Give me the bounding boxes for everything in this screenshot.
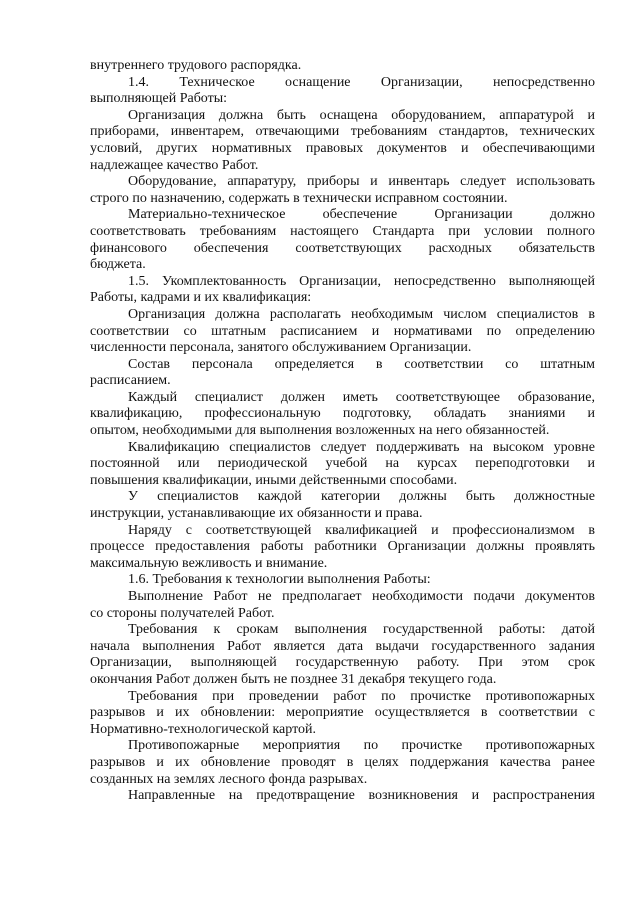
text-line: соответствовать требованиям настоящего Стандарта при условии полного [90,223,595,239]
text-line: соответствии со штатным расписанием и нормативами по определению [90,323,595,339]
text-line: расписанием. [90,373,171,389]
text-line: Квалификацию специалистов следует поддерживать на высоком уровне [128,439,595,455]
text-line: разрывов и их обновлении: мероприятие осуществляется в соответствии с [90,705,595,721]
text-line: Состав персонала определяется в соответствии со штатным [128,356,595,372]
text-line: максимальную вежливость и внимание. [90,555,328,571]
text-line: строго по назначению, содержать в технически исправном состоянии. [90,190,508,206]
text-line: процессе предоставления работы работники Организации должны проявлять [90,539,595,555]
text-line: численности персонала, занятого обслуживанием Организации. [90,340,472,356]
text-line: квалификацию, профессиональную подготовку, обладать знаниями и [90,406,595,422]
text-line: Организация должна быть оснащена оборудованием, аппаратурой и [128,107,595,123]
text-line: Направленные на предотвращение возникновения и распространения [128,788,595,804]
text-line: опытом, необходимыми для выполнения возложенных на него обязанностей. [90,423,550,439]
text-line: Требования при проведении работ по прочистке противопожарных [128,688,595,704]
text-line: 1.4. Техническое оснащение Организации, непосредственно [128,74,595,90]
text-line: Выполнение Работ не предполагает необходимости подачи документов [128,589,595,604]
text-line: начала выполнения Работ является дата выдачи государственного задания [90,638,595,654]
text-line: 1.6. Требования к технологии выполнения Работы: [128,572,431,588]
text-line: постоянной или периодической учебой на курсах переподготовки и [90,456,595,472]
text-line: Каждый специалист должен иметь соответствующее образование, [128,389,595,405]
text-line: разрывов и их обновление проводят в целях поддержания качества ранее [90,754,595,770]
text-line: со стороны получателей Работ. [90,605,275,621]
text-line: повышения квалификации, иными действенными способами. [90,472,458,488]
text-line: условий, других нормативных правовых документов и обеспечивающими [90,140,595,156]
text-line: Требования к срокам выполнения государственной работы: датой [128,622,595,638]
text-line: Материально-техническое обеспечение Организации должно [128,207,595,223]
text-line: Работы, кадрами и их квалификация: [90,290,312,306]
text-line: приборами, инвентарем, отвечающими требованиям стандартов, технических [90,124,595,140]
text-line: внутреннего трудового распорядка. [90,58,302,73]
text-line: бюджета. [90,257,146,273]
text-line: Нормативно-технологической картой. [90,721,317,737]
text-line: Организации, выполняющей государственную работу. При этом срок [90,655,595,671]
document-text-body [90,58,595,805]
text-line: выполняющей Работы: [90,91,228,107]
text-line: 1.5. Укомплектованность Организации, непосредственно выполняющей [128,273,595,289]
text-line: инструкции, устанавливающие их обязанности и права. [90,506,423,522]
text-line: Организация должна располагать необходимым числом специалистов в [128,306,595,322]
text-line: Наряду с соответствующей квалификацией и профессионализмом в [128,522,595,538]
text-line: созданных на землях лесного фонда разрывах. [90,771,368,787]
text-line: Противопожарные мероприятия по прочистке противопожарных [128,738,595,754]
text-line: Оборудование, аппаратуру, приборы и инвентарь следует использовать [128,174,595,190]
text-line: окончания Работ должен быть не позднее 31 декабря текущего года. [90,671,497,687]
text-line: надлежащее качество Работ. [90,157,259,173]
text-line: финансового обеспечения соответствующих расходных обязательств [90,240,595,256]
text-line: У специалистов каждой категории должны быть должностные [128,489,595,505]
